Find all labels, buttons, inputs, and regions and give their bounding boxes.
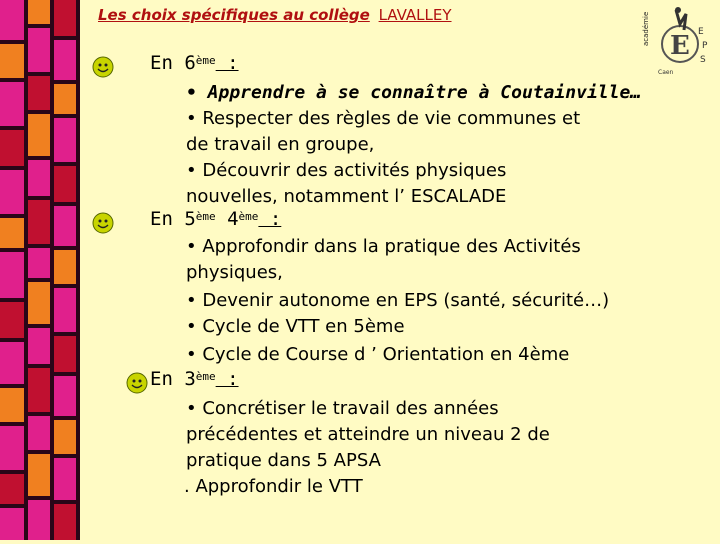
- list-item: . Approfondir le VTT: [184, 476, 363, 497]
- title-part1: Les choix spécifiques au collège: [98, 6, 370, 24]
- smiley-icon: [92, 56, 114, 78]
- section-heading-3eme: [150, 368, 239, 390]
- section-heading-5eme-4eme: [150, 208, 281, 230]
- svg-text:académie: académie: [642, 11, 650, 46]
- list-item: • Concrétiser le travail des années: [186, 398, 499, 419]
- title-part2: LAVALLEY: [378, 6, 452, 24]
- heading-suffix: :: [215, 52, 239, 74]
- smiley-icon: [126, 372, 148, 394]
- list-item: • Devenir autonome en EPS (santé, sécurité…): [186, 290, 610, 311]
- heading-suffix: :: [215, 368, 239, 390]
- list-item: pratique dans 5 APSA: [186, 450, 381, 471]
- page-title: [98, 6, 452, 24]
- heading-mid: 4: [215, 208, 239, 230]
- stripe-pattern: [0, 0, 80, 540]
- svg-text:E: E: [698, 27, 704, 37]
- list-item: nouvelles, notamment l’ ESCALADE: [186, 186, 507, 207]
- decorative-stripe: [0, 0, 80, 540]
- list-item: de travail en groupe,: [186, 134, 375, 155]
- list-item: précédentes et atteindre un niveau 2 de: [186, 424, 550, 445]
- smiley-icon-graphic: [126, 372, 148, 394]
- heading-prefix: En 6: [150, 52, 196, 74]
- list-item: physiques,: [186, 262, 283, 283]
- list-item: • Cycle de VTT en 5ème: [186, 316, 405, 337]
- heading-sup: ème: [195, 210, 216, 223]
- list-item: • Apprendre à se connaître à Coutainville…: [186, 82, 642, 103]
- smiley-icon: [92, 212, 114, 234]
- smiley-icon-graphic: [92, 56, 114, 78]
- list-item: • Approfondir dans la pratique des Activités: [186, 236, 581, 257]
- list-item: • Cycle de Course d ’ Orientation en 4ème: [186, 344, 570, 365]
- section-heading-6eme: [150, 52, 239, 74]
- heading-sup: ème: [195, 370, 216, 383]
- smiley-icon-graphic: [92, 212, 114, 234]
- heading-sup: ème: [238, 210, 259, 223]
- heading-prefix: En 3: [150, 368, 196, 390]
- list-item: • Respecter des règles de vie communes et: [186, 108, 581, 129]
- heading-prefix: En 5: [150, 208, 196, 230]
- svg-text:S: S: [700, 55, 706, 65]
- list-item: • Découvrir des activités physiques: [186, 160, 507, 181]
- heading-suffix: :: [258, 208, 282, 230]
- academie-caen-logo-icon: [640, 4, 716, 80]
- svg-text:P: P: [702, 41, 708, 51]
- academie-logo: [640, 4, 716, 80]
- heading-sup: ème: [195, 54, 216, 67]
- svg-text:Caen: Caen: [658, 69, 674, 76]
- svg-text:E: E: [670, 31, 690, 61]
